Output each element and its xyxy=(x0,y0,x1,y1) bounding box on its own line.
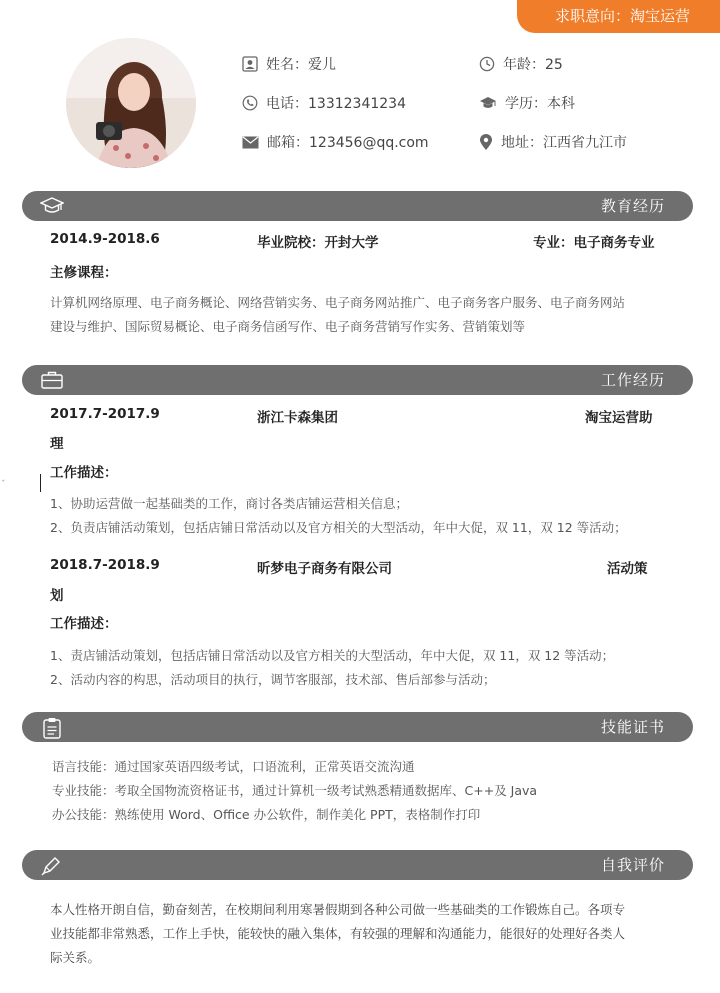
courses-label: 主修课程： xyxy=(50,265,118,281)
phone-icon xyxy=(242,95,258,111)
job-1-position: 淘宝运营助 xyxy=(585,410,653,426)
self-evaluation-section-title: 自我评价 xyxy=(600,856,665,874)
name-text: 姓名：爱儿 xyxy=(266,57,336,73)
education-section-title: 教育经历 xyxy=(600,197,665,215)
margin-marker: ˇ xyxy=(1,480,6,490)
education-field xyxy=(479,93,575,113)
email-text: 邮箱：123456@qq.com xyxy=(267,135,429,151)
address-field xyxy=(479,132,627,152)
name-field xyxy=(242,54,336,74)
job-2-position: 活动策 xyxy=(607,561,648,577)
pen-icon xyxy=(40,855,62,877)
work-section-bar xyxy=(22,365,693,395)
person-icon xyxy=(242,56,258,72)
age-field xyxy=(479,54,563,74)
location-pin-icon xyxy=(479,134,493,151)
job-2-desc-label: 工作描述： xyxy=(50,616,118,632)
job-1-desc-line-2: 2、负责店铺活动策划，包括店铺日常活动以及官方相关的大型活动，年中大促，双 11，双 12 等活动； xyxy=(50,520,627,535)
job-intention-tag: 求职意向：淘宝运营 xyxy=(517,0,720,33)
job-1-company: 浙江卡森集团 xyxy=(257,410,338,426)
skill-row-professional xyxy=(52,781,537,799)
phone-text: 电话：13312341234 xyxy=(266,96,406,112)
skill-label: 专业技能： xyxy=(52,783,115,798)
education-section-bar xyxy=(22,191,693,221)
education-school: 毕业院校：开封大学 xyxy=(257,235,379,251)
education-period: 2014.9-2018.6 xyxy=(50,231,160,247)
skills-section-title: 技能证书 xyxy=(600,718,665,736)
job-2-period: 2018.7-2018.9 xyxy=(50,557,160,573)
self-evaluation-line-2: 业技能都非常熟悉，工作上手快，能较快的融入集体，有较强的理解和沟通能力，能很好的处理好各类人 xyxy=(50,926,626,941)
skill-text: 通过国家英语四级考试，口语流利，正常英语交流沟通 xyxy=(114,759,415,774)
job-1-desc-line-1: 1、协助运营做一起基础类的工作，商讨各类店铺运营相关信息； xyxy=(50,496,408,511)
avatar xyxy=(66,38,196,168)
education-major: 专业：电子商务专业 xyxy=(533,235,655,251)
job-1-position-wrap: 理 xyxy=(50,436,64,452)
work-section-title: 工作经历 xyxy=(600,371,665,389)
email-field xyxy=(242,132,429,152)
skill-text: 熟练使用 Word、Office 办公软件，制作美化 PPT，表格制作打印 xyxy=(114,807,481,822)
avatar-photo xyxy=(66,38,196,168)
briefcase-icon xyxy=(40,370,64,390)
courses-line-1: 计算机网络原理、电子商务概论、网络营销实务、电子商务网站推广、电子商务客户服务、电子商务网站 xyxy=(50,295,626,310)
skills-section-bar xyxy=(22,712,693,742)
job-2-position-wrap: 划 xyxy=(50,588,64,604)
self-evaluation-section-bar xyxy=(22,850,693,880)
job-2-desc-line-2: 2、活动内容的构思，活动项目的执行，调节客服部，技术部、售后部参与活动； xyxy=(50,672,496,687)
job-1-desc-label: 工作描述： xyxy=(50,465,118,481)
clipboard-icon xyxy=(40,717,64,739)
graduation-cap-icon xyxy=(479,95,497,111)
skill-label: 语言技能： xyxy=(52,759,115,774)
age-text: 年龄：25 xyxy=(503,57,563,73)
clock-icon xyxy=(479,56,495,72)
job-1-period: 2017.7-2017.9 xyxy=(50,406,160,422)
education-text: 学历：本科 xyxy=(505,96,575,112)
graduation-cap-icon xyxy=(40,196,64,216)
address-text: 地址：江西省九江市 xyxy=(501,135,627,151)
text-cursor xyxy=(40,474,41,492)
skill-row-language xyxy=(52,757,415,775)
skill-text: 考取全国物流资格证书，通过计算机一级考试熟悉精通数据库、C++及 Java xyxy=(114,783,538,798)
job-2-company: 昕梦电子商务有限公司 xyxy=(257,561,392,577)
phone-field xyxy=(242,93,406,113)
skill-row-office xyxy=(52,805,480,823)
courses-line-2: 建设与维护、国际贸易概论、电子商务信函写作、电子商务营销写作实务、营销策划等 xyxy=(50,319,526,334)
job-2-desc-line-1: 1、责店铺活动策划，包括店铺日常活动以及官方相关的大型活动，年中大促，双 11，双 12 等活动； xyxy=(50,648,615,663)
skill-label: 办公技能： xyxy=(52,807,115,822)
mail-icon xyxy=(242,136,259,149)
self-evaluation-line-3: 际关系。 xyxy=(50,950,101,965)
self-evaluation-line-1: 本人性格开朗自信，勤奋刻苦，在校期间利用寒暑假期到各种公司做一些基础类的工作锻炼自己。各项专 xyxy=(50,902,626,917)
